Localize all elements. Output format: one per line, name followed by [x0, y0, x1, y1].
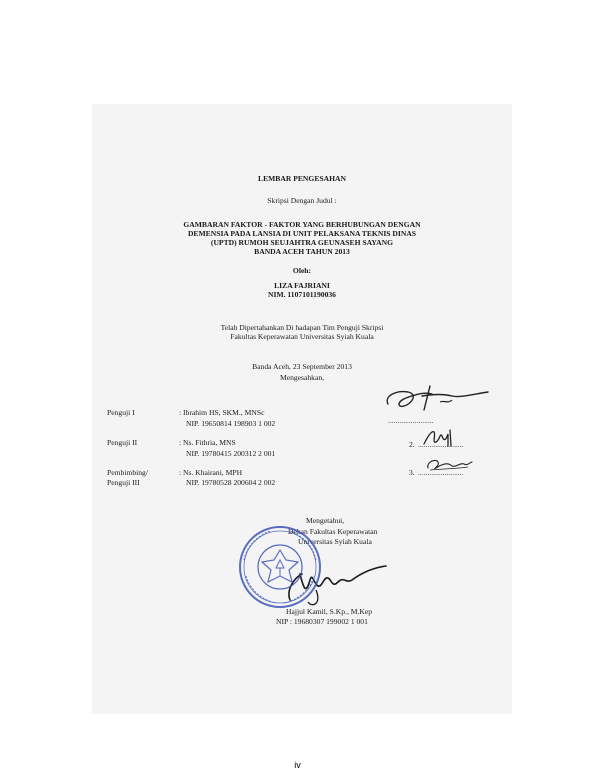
acknowledge-line: Dekan Fakultas Keperawatan: [288, 527, 378, 536]
approval-label: Mengesahkan,: [279, 373, 325, 382]
defense-statement-line: Telah Dipertahankan Di hadapan Tim Penguji Skripsi: [220, 323, 384, 332]
examiner-nip: NIP. 19780528 200604 2 002: [186, 478, 276, 487]
signature-examiner-2: [422, 426, 462, 450]
author-nim: NIM. 1107101190036: [268, 290, 336, 299]
author-name: LIZA FAJRIANI: [274, 281, 330, 290]
dean-nip: NIP : 19680307 199002 1 001: [276, 617, 368, 626]
dean-name: Hajjul Kamil, S.Kp., M.Kep: [286, 607, 373, 616]
by-label: Oleh:: [292, 266, 312, 275]
signature-line: ........................: [418, 440, 464, 449]
page-number: iv: [294, 760, 301, 770]
examiner-name: : Ibrahim HS, SKM., MNSc: [179, 408, 265, 417]
thesis-title-line: (UPTD) RUMOH SEUJAHTRA GEUNASEH SAYANG: [210, 238, 394, 247]
examiner-role: Penguji I: [107, 408, 135, 417]
document-subtitle: Skripsi Dengan Judul :: [267, 196, 337, 205]
scanned-page: [92, 104, 512, 714]
thesis-title-line: DEMENSIA PADA LANSIA DI UNIT PELAKSANA TEKNIS DINAS: [187, 229, 417, 238]
examiner-nip: NIP. 19650814 198903 1 002: [186, 419, 276, 428]
examiner-nip: NIP. 19780415 200312 2 001: [186, 449, 276, 458]
signature-line: ........................: [388, 416, 434, 425]
acknowledge-line: Universitas Syiah Kuala: [298, 537, 372, 546]
signature-line: ........................: [418, 468, 464, 477]
place-date: Banda Aceh, 23 September 2013: [252, 362, 352, 371]
thesis-title-line: BANDA ACEH TAHUN 2013: [254, 247, 350, 256]
signature-number: 2.: [409, 440, 415, 449]
examiner-role: Penguji II: [107, 438, 138, 447]
examiner-role-line2: Penguji III: [107, 478, 140, 487]
examiner-role: Pembimbing/: [107, 468, 148, 477]
document-title: LEMBAR PENGESAHAN: [258, 174, 346, 183]
defense-statement-line: Fakultas Keperawatan Universitas Syiah Kuala: [230, 332, 374, 341]
signature-examiner-1: [382, 382, 492, 418]
examiner-name: : Ns. Fithria, MNS: [179, 438, 236, 447]
acknowledge-line: Mengetahui,: [306, 516, 345, 525]
signature-number: 3.: [409, 468, 415, 477]
faculty-seal-stamp: [236, 524, 324, 610]
examiner-name: : Ns. Khairani, MPH: [179, 468, 243, 477]
signature-examiner-3: [424, 456, 474, 474]
thesis-title-line: GAMBARAN FAKTOR - FAKTOR YANG BERHUBUNGAN DENGAN: [183, 220, 421, 229]
